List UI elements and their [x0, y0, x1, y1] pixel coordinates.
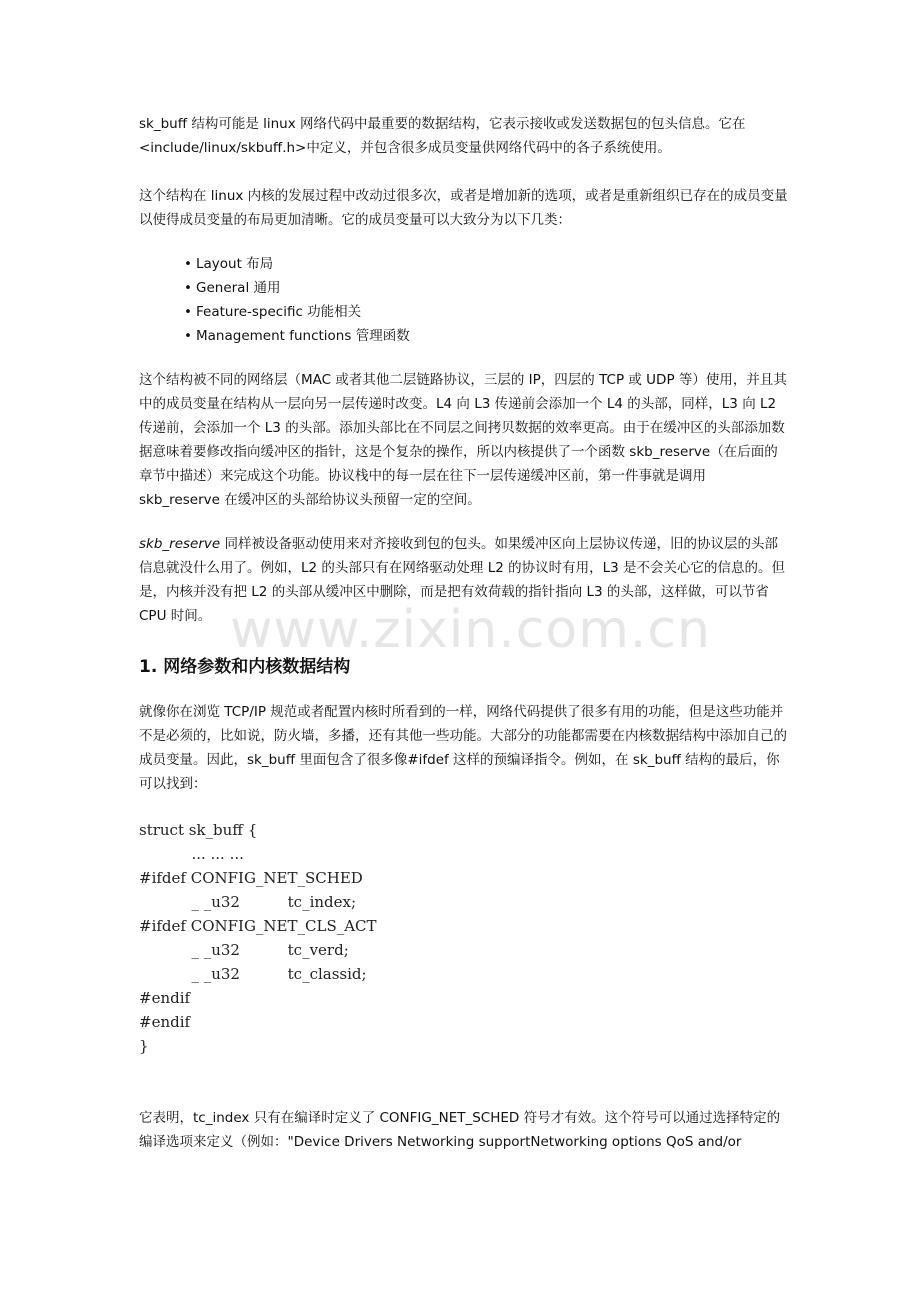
paragraph-layers: 这个结构被不同的网络层（MAC 或者其他二层链路协议，三层的 IP，四层的 TCP 或 UDP 等）使用，并且其中的成员变量在结构从一层向另一层传递时改变。L4 向 L3 传递前会添加一个 L4 的头部，同样，L3 向 L2 传递前，会添加一个 L3 的头部。添加头部比在不同层之间拷贝数据的效率更高。由于在缓冲区的头部添加数据意味着要修改指向缓冲区的指针，这是个复杂的操作，所以内核提供了一个函数 skb_reserve（在后面的章节中描述）来完成这个功能。协议栈中的每一层在往下一层传递缓冲区前，第一件事就是调用 skb_reserve 在缓冲区的头部给协议头预留一定的空间。 [139, 372, 787, 508]
bullet-icon: • [184, 304, 192, 320]
paragraph-features: 就像你在浏览 TCP/IP 规范或者配置内核时所看到的一样，网络代码提供了很多有用的功能，但是这些功能并不是必须的，比如说，防火墙，多播，还有其他一些功能。大部分的功能都需要在内核数据结构中添加自己的成员变量。因此，sk_buff 里面包含了很多像#ifdef 这样的预编译指令。例如，在 sk_buff 结构的最后，你可以找到： [139, 704, 787, 792]
paragraph-intro: sk_buff 结构可能是 linux 网络代码中最重要的数据结构，它表示接收或发送数据包的包头信息。它在<include/linux/skbuff.h>中定义，并包含很多成员变量供网络代码中的各子系统使用。 [139, 116, 746, 156]
list-item-label: Feature-specific 功能相关 [196, 304, 362, 320]
list-item-label: Management functions 管理函数 [196, 328, 410, 344]
bullet-icon: • [184, 328, 192, 344]
list-item [184, 324, 789, 348]
document-body [139, 112, 789, 1154]
skb-reserve-term: skb_reserve [139, 536, 221, 552]
section-heading: 1. 网络参数和内核数据结构 [139, 657, 351, 677]
list-item [184, 276, 789, 300]
code-block: struct sk_buff { ... ... ... #ifdef CONFIG_NET_SCHED _ _u32 tc_index; #ifdef CONFIG_NET_CLS_ACT _ _u32 tc_verd; _ _u32 tc_classid; #endif #endif } [139, 821, 377, 1055]
list-item [184, 300, 789, 324]
bullet-icon: • [184, 280, 192, 296]
list-item-label: General 通用 [196, 280, 281, 296]
member-category-list [184, 252, 789, 348]
watermark: www.zixin.com.cn [230, 600, 711, 660]
paragraph-tc-index: 它表明，tc_index 只有在编译时定义了 CONFIG_NET_SCHED 符号才有效。这个符号可以通过选择特定的编译选项来定义（例如："Device Drivers Networking supportNetworking options QoS and/or [139, 1110, 781, 1150]
paragraph-skb-reserve [139, 532, 789, 628]
bullet-icon: • [184, 256, 192, 272]
list-item [184, 252, 789, 276]
paragraph-skb-reserve-text: 同样被设备驱动使用来对齐接收到包的包头。如果缓冲区向上层协议传递，旧的协议层的头部信息就没什么用了。例如，L2 的头部只有在网络驱动处理 L2 的协议时有用，L3 是不会关心它的信息的。但是，内核并没有把 L2 的头部从缓冲区中删除，而是把有效荷载的指针指向 L3 的头部，这样做，可以节省 CPU 时间。 [139, 536, 785, 624]
paragraph-history: 这个结构在 linux 内核的发展过程中改动过很多次，或者是增加新的选项，或者是重新组织已存在的成员变量以使得成员变量的布局更加清晰。它的成员变量可以大致分为以下几类： [139, 188, 788, 228]
list-item-label: Layout 布局 [196, 256, 274, 272]
